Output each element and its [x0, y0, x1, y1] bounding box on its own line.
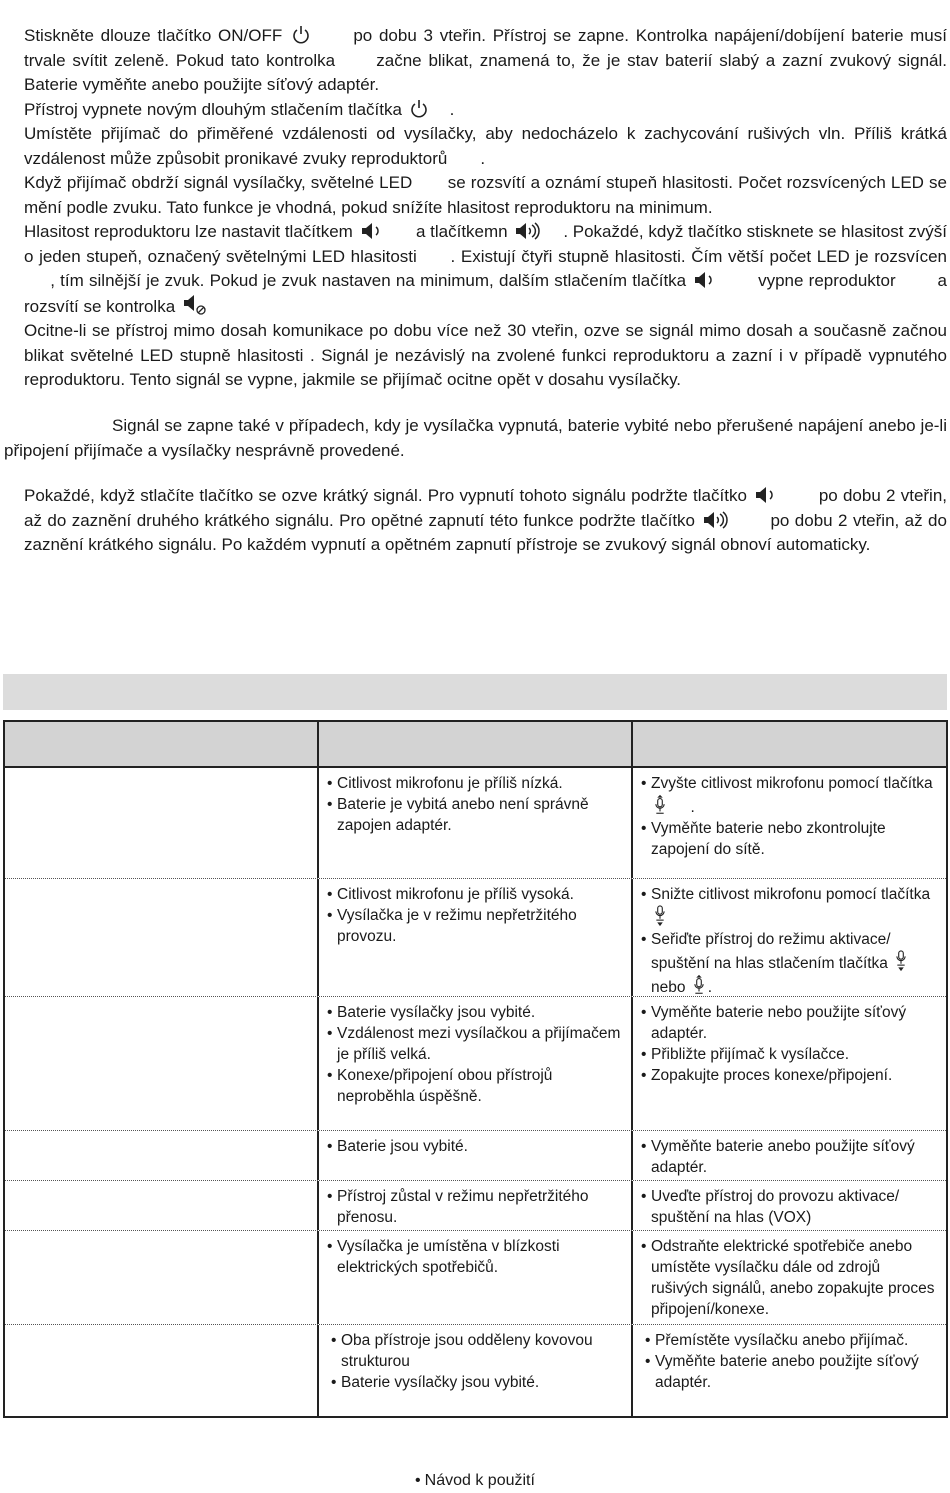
problem-cell [5, 1181, 319, 1230]
mic-down-icon [894, 950, 908, 972]
solution-item: • Přemístěte vysílačku anebo přijímač. [641, 1330, 940, 1351]
table-row [5, 1325, 946, 1416]
speaker-mute-icon [182, 294, 208, 316]
cause-cell [319, 1181, 633, 1230]
text: nebo [651, 979, 686, 996]
cause-item: • Konexe/připojení obou přístrojů neproběhla úspěšně. [323, 1065, 625, 1107]
table-header [5, 722, 946, 768]
speaker-down-icon [754, 485, 780, 505]
solution-item [637, 884, 940, 929]
cause-cell [319, 1325, 633, 1416]
cause-item: • Vysílačka je umístěna v blízkosti elektrických spotřebičů. [323, 1236, 625, 1278]
paragraph-key-beep [24, 484, 947, 558]
solution-item: • Vyměňte baterie nebo zkontrolujte zapojení do sítě. [637, 818, 940, 860]
solution-cell [633, 879, 946, 996]
cause-item: • Citlivost mikrofonu je příliš nízká. [323, 773, 625, 794]
solution-item: • Uveďte přístroj do provozu aktivace/ spuštění na hlas (VOX) [637, 1186, 940, 1228]
text: Pokaždé, když stlačíte tlačítko se ozve krátký signál. Pro vypnutí tohoto signálu podržte tlačítko [24, 486, 747, 505]
speaker-down-icon [693, 270, 719, 290]
text: Umístěte přijímač do přiměřené vzdálenosti od vysílačky, aby nedocházelo k zachycování rušivých vln. Příliš krátká vzdálenost může způsobit pronikavé zvuky reproduktorů [24, 124, 947, 168]
paragraph-volume [24, 220, 947, 319]
paragraph-power-on [24, 24, 947, 98]
cause-item: • Baterie jsou vybité. [323, 1136, 625, 1157]
cause-item: • Vysílačka je v režimu nepřetržitého provozu. [323, 905, 625, 947]
text: Hlasitost reproduktoru lze nastavit tlačítkem [24, 222, 353, 241]
section-heading-bar [3, 674, 947, 710]
solution-cell [633, 768, 946, 878]
solution-cell [633, 1231, 946, 1324]
power-icon [409, 99, 429, 119]
text: . Pokaždé, když tlačítko stisknete se hlasitost zvýší o jeden stupeň, označený světelnými LED hlasitosti [24, 222, 947, 266]
cause-item: • Baterie vysílačky jsou vybité. [323, 1002, 625, 1023]
header-solution [633, 722, 946, 766]
solution-item: • Přibližte přijímač k vysílačce. [637, 1044, 940, 1065]
signal-note [4, 414, 947, 463]
cause-cell [319, 879, 633, 996]
solution-item: • Vyměňte baterie anebo použijte síťový adaptér. [637, 1136, 940, 1178]
table-row [5, 768, 946, 879]
footer-text: Návod k použití [424, 1472, 535, 1489]
text: Snižte citlivost mikrofonu pomocí tlačítka [651, 886, 931, 903]
paragraph-signal-cases: Signál se zapne také v případech, kdy je vysílačka vypnutá, baterie vybité nebo přerušené napájení anebo je-li připojení přijímače a vysílačky nesprávně provedené. [4, 416, 947, 460]
text: a rozsvítí se kontrolka [24, 271, 948, 316]
cause-item: • Baterie vysílačky jsou vybité. [327, 1372, 625, 1393]
speaker-up-icon [702, 510, 730, 530]
mic-up-icon [692, 974, 706, 996]
paragraph-placement [24, 122, 947, 171]
solution-item: • Seřiďte přístroj do režimu aktivace/ spuštění na hlas stlačením tlačítka nebo . [637, 929, 940, 998]
solution-item: • Vyměňte baterie anebo použijte síťový adaptér. [641, 1351, 940, 1393]
solution-cell [633, 1181, 946, 1230]
paragraph-led [24, 171, 947, 220]
operating-instructions [24, 24, 947, 393]
text: vypne reproduktor [758, 271, 896, 290]
text: Zvyšte citlivost mikrofonu pomocí tlačítka [651, 775, 933, 792]
text: se rozsvítí a oznámí stupeň hlasitosti. Počet rozsvícených LED se mění podle zvuku. Tato funkce je vhodná, pokud snížíte hlasitost reproduktoru na minimum. [24, 173, 947, 217]
header-problem [5, 722, 319, 766]
text: . [480, 148, 486, 168]
page-footer [0, 1472, 950, 1490]
key-beep-section [24, 484, 947, 558]
solution-cell [633, 997, 946, 1130]
cause-item: • Citlivost mikrofonu je příliš vysoká. [323, 884, 625, 905]
bullet-icon: • [415, 1472, 421, 1489]
table-row [5, 1131, 946, 1181]
header-cause [319, 722, 633, 766]
solution-item: • Zopakujte proces konexe/připojení. [637, 1065, 940, 1086]
text: po dobu 2 vteřin, až do zaznění druhého krátkého signálu. Pro opětné zapnutí této funkce podržte tlačítko [24, 486, 948, 530]
text: a tlačítkemn [415, 222, 508, 241]
solution-item: • Odstraňte elektrické spotřebiče anebo umístěte vysílačku dále od zdrojů rušivých signálů, anebo zopakujte proces připojení/konexe. [637, 1236, 940, 1320]
table-row [5, 879, 946, 997]
table-row [5, 1181, 946, 1231]
text: Když přijímač obdrží signál vysílačky, světelné LED [24, 173, 413, 192]
text: . Existují čtyři stupně hlasitosti. Čím větší počet LED je rozsvícen [450, 246, 947, 266]
cause-cell [319, 768, 633, 878]
power-icon [291, 25, 311, 45]
troubleshooting-table [3, 720, 948, 1418]
speaker-down-icon [360, 221, 386, 241]
cause-cell [319, 1131, 633, 1180]
problem-cell [5, 997, 319, 1130]
cause-cell [319, 997, 633, 1130]
solution-item: • Zvyšte citlivost mikrofonu pomocí tlačítka . [637, 773, 940, 818]
text: , tím silnější je zvuk. Pokud je zvuk nastaven na minimum, dalším stlačením tlačítka [50, 271, 687, 290]
text: Stiskněte dlouze tlačítko ON/OFF [24, 26, 283, 45]
mic-down-icon [653, 905, 667, 927]
problem-cell [5, 768, 319, 878]
solution-cell [633, 1131, 946, 1180]
text: začne blikat, znamená to, že je stav baterií slabý a zazní zvukový signál. Baterie vyměňte anebo použijte síťový adaptér. [24, 50, 947, 94]
problem-cell [5, 879, 319, 996]
problem-cell [5, 1231, 319, 1324]
cause-item: • Vzdálenost mezi vysílačkou a přijímačem je příliš velká. [323, 1023, 625, 1065]
table-row [5, 1231, 946, 1325]
paragraph-power-off [24, 98, 947, 123]
cause-item: • Oba přístroje jsou odděleny kovovou strukturou [327, 1330, 625, 1372]
paragraph-out-of-range: Ocitne-li se přístroj mimo dosah komunikace po dobu více než 30 vteřin, ozve se signál mimo dosah a současně začnou blikat světelné LED stupně hlasitosti . Signál je nezávislý na zvolené funkci reproduktoru a zazní i v případě vypnutého reproduktoru. Tento signál se vypne, jakmile se přijímač ocitne opět v dosahu vysílačky. [24, 321, 947, 389]
solution-cell [633, 1325, 946, 1416]
text: Přístroj vypnete novým dlouhým stlačením tlačítka [24, 99, 402, 119]
text: po dobu 3 vteřin. Přístroj se zapne. Kontrolka napájení/dobíjení baterie musí trvale svítit zeleně. Pokud tato kontrolka [24, 26, 947, 70]
cause-item: • Přístroj zůstal v režimu nepřetržitého přenosu. [323, 1186, 625, 1228]
cause-item: • Baterie je vybitá anebo není správně zapojen adaptér. [323, 794, 625, 836]
table-row [5, 997, 946, 1131]
mic-up-icon [653, 794, 667, 816]
cause-cell [319, 1231, 633, 1324]
speaker-up-icon [514, 221, 542, 241]
solution-item: • Vyměňte baterie nebo použijte síťový adaptér. [637, 1002, 940, 1044]
text: Seřiďte přístroj do režimu aktivace/ spuštění na hlas stlačením tlačítka [651, 931, 891, 972]
problem-cell [5, 1131, 319, 1180]
text: po dobu 2 vteřin, až do zaznění krátkého signálu. Po každém vypnutí a opětném zapnutí přístroje se zvukový signál obnoví automaticky. [24, 510, 947, 554]
text: . [449, 99, 455, 119]
problem-cell [5, 1325, 319, 1416]
